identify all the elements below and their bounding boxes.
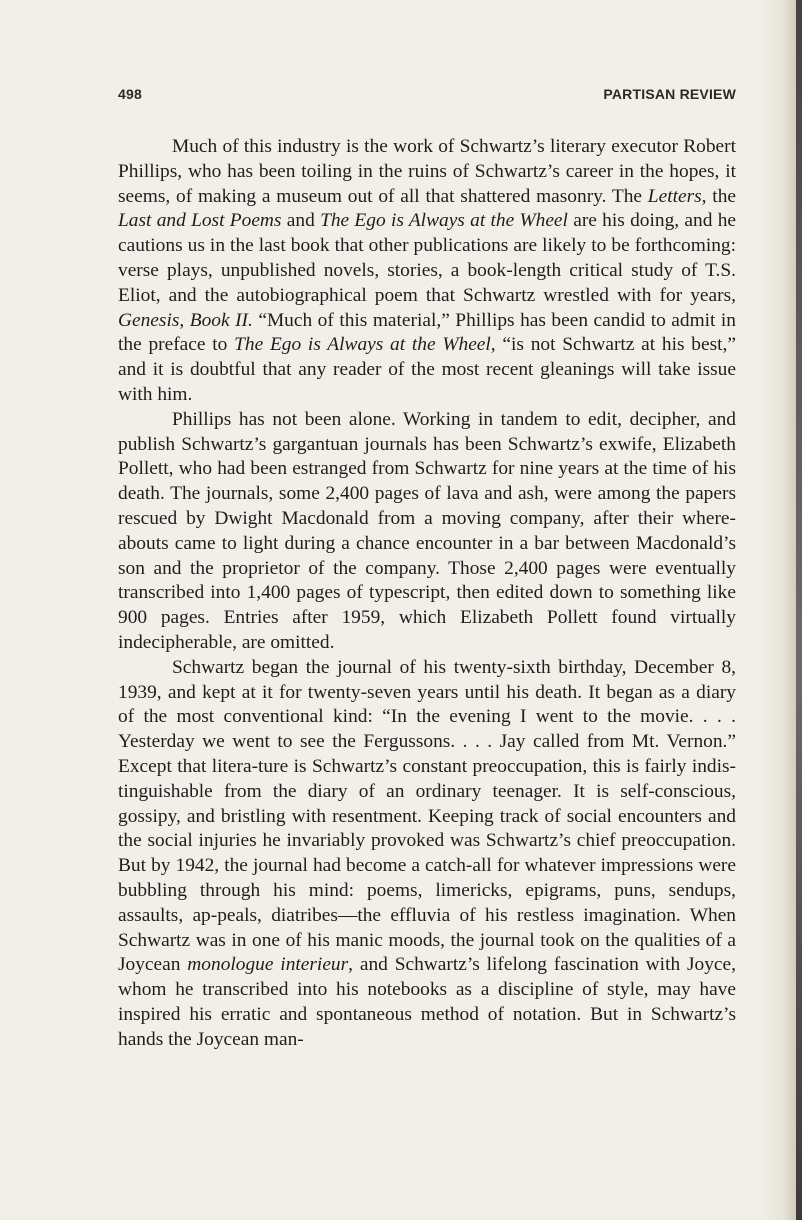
text-run: are his doing, and he cautions us in the last book that other publications are likely to be forthcoming: verse plays, unpublished novels, stories, a book-length critical study of T.S. Eliot, and the autobiographical poem that Schwartz wrestled with for years, (118, 210, 736, 306)
italic-title: The Ego is Always at the Wheel (234, 334, 491, 356)
text-run: , “is not Schwartz at his best,” and it is doubtful that any reader of the most recent gleanings will take issue with him. (118, 334, 736, 405)
running-head: PARTISAN REVIEW (603, 86, 736, 102)
text-run: Much of this industry is the work of Schwartz’s literary executor Robert Phillips, who has been toiling in the ruins of Schwartz’s career in the hopes, it seems, of making a museum out of all that shattered masonry. The (118, 136, 736, 207)
paragraph-1 (118, 135, 736, 408)
page-header (118, 86, 736, 106)
italic-term: monologue interieur (187, 954, 349, 976)
italic-title: Letters (647, 185, 702, 207)
page-number: 498 (118, 86, 142, 102)
text-run: , and Schwartz’s lifelong fascination with Joyce, whom he transcribed into his notebooks as a discipline of style, may have inspired his erratic and spontaneous method of notation. But in Schwartz’s hands the Joycean man- (118, 954, 736, 1050)
text-run: “Much of this material,” Phillips has been candid to admit in the preface to (118, 309, 737, 356)
paragraph-2 (118, 408, 736, 656)
text-run: Schwartz began the journal of his twenty-sixth birthday, December 8, 1939, and kept at it for twenty-seven years until his death. It began as a diary of the most conventional kind: “In the evening I went to the movie. . . . Yesterday we went to see the Fergussons. . . . Jay called from Mt. Vernon.” Except that litera-ture is Schwartz’s constant preoccupation, this is fairly indis-tinguishable from the diary of an ordinary teenager. It is self-conscious, gossipy, and bristling with resentment. Keeping track of social encounters and the social injuries he invariably provoked was Schwartz’s chief preoccupation. But by 1942, the journal had become a catch-all for whatever impressions were bubbling through his mind: poems, limericks, epigrams, puns, sendups, assaults, ap-peals, diatribes—the effluvia of his restless imagination. When Schwartz was in one of his manic moods, the journal took on the qualities of a Joycean (118, 656, 736, 976)
body-text (118, 135, 736, 1052)
text-run: Phillips has not been alone. Working in tandem to edit, decipher, and publish Schwartz’s gargantuan journals has been Schwartz’s exwife, Elizabeth Pollett, who had been estranged from Schwartz for nine years at the time of his death. The journals, some 2,400 pages of lava and ash, were among the papers rescued by Dwight Macdonald from a moving company, after their where-abouts came to light during a chance encounter in a bar between Macdonald’s son and the proprietor of the company. Those 2,400 pages were eventually transcribed into 1,400 pages of typescript, then edited down to something like 900 pages. Entries after 1959, which Elizabeth Pollett found virtually indecipherable, are omitted. (118, 408, 736, 653)
italic-title: The Ego is Always at the Wheel (320, 210, 568, 232)
italic-title: Genesis, Book II. (118, 309, 253, 331)
binding-shadow (796, 0, 802, 1220)
text-run: and (281, 210, 321, 232)
italic-title: Last and Lost Poems (118, 210, 282, 232)
text-run: , the (701, 185, 736, 207)
paragraph-3 (118, 656, 736, 1053)
